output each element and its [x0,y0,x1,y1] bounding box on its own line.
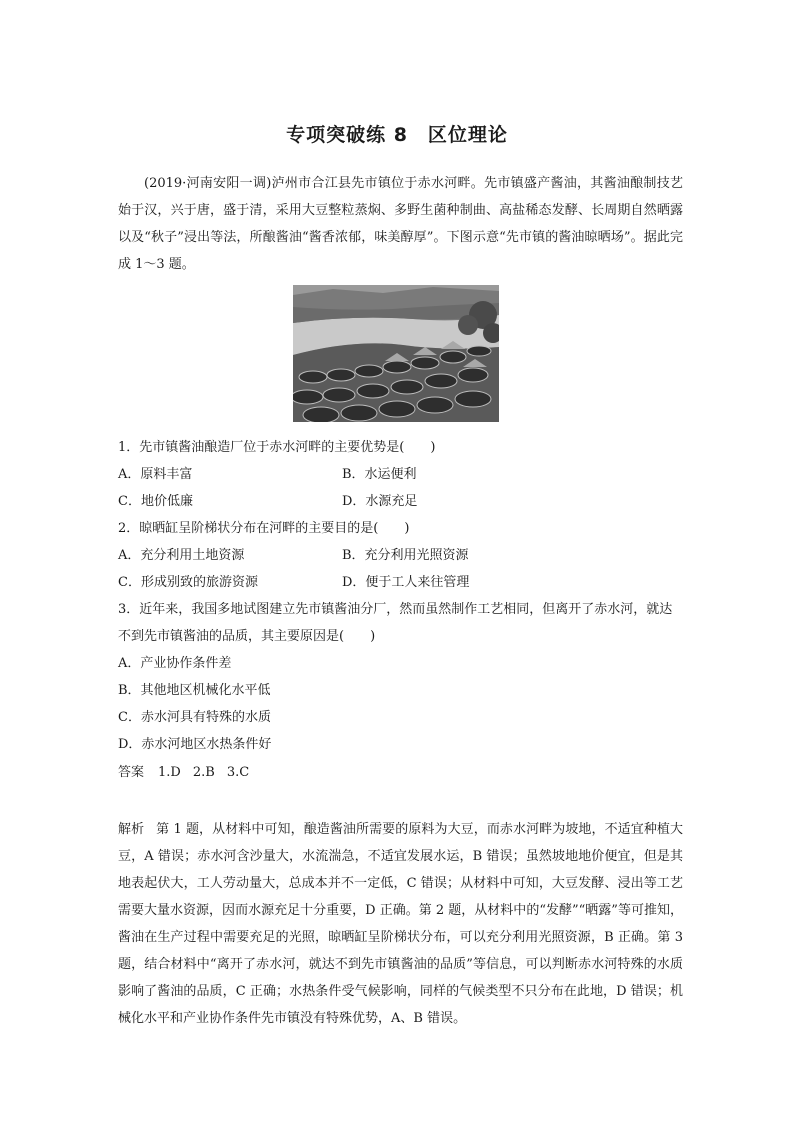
q3-option-d: D．赤水河地区水热条件好 [118,737,272,752]
q2-option-d: D．便于工人来往管理 [342,575,470,590]
question-3-stem: 3．近年来，我国多地试图建立先市镇酱油分厂，然而虽然制作工艺相同，但离开了赤水河，就达不到先市镇酱油的品质，其主要原因是( ) [118,602,673,644]
q3-option-b: B．其他地区机械化水平低 [118,683,271,698]
q1-option-d: D．水源充足 [342,494,418,509]
explanation-text: 第 1 题，从材料中可知，酿造酱油所需要的原料为大豆，而赤水河畔为坡地，不适宜种植大豆，A 错误；赤水河含沙量大，水流湍急，不适宜发展水运，B 错误；虽然坡地地价便宜，但是其地表起伏大，工人劳动量大，总成本并不一定低，C 错误；从材料中可知，大豆发酵、浸出等工艺需要大量水资源，因而水源充足十分重要，D 正确。第 2 题，从材料中的“发酵”“晒露”等可推知，酱油在生产过程中需要充足的光照，晾晒缸呈阶梯状分布，可以充分利用光照资源，B 正确。第 3 题，结合材料中“离开了赤水河，就达不到先市镇酱油的品质”等信息，可以判断赤水河特殊的水质影响了酱油的品质，C 正确；水热条件受气候影响，同样的气候类型不只分布在此地，D 错误；机械化水平和产业协作条件先市镇没有特殊优势，A、B 错误。 [118,822,683,1026]
q3-option-c: C．赤水河具有特殊的水质 [118,710,271,725]
q2-option-c: C．形成别致的旅游资源 [118,575,258,590]
q1-option-a: A．原料丰富 [118,467,193,482]
photo-illustration [293,285,499,422]
q3-option-a: A．产业协作条件差 [118,656,232,671]
question-2-options [118,542,683,596]
answer-item: 1.D [158,765,181,780]
q1-option-c: C．地价低廉 [118,494,193,509]
explanation-paragraph [118,816,683,1032]
question-3-options [118,650,683,758]
page-title: 专项突破练 8 区位理论 [286,124,508,146]
intro-paragraph: (2019·河南安阳一调)泸州市合江县先市镇位于赤水河畔。先市镇盛产酱油，其酱油酿制技艺始于汉，兴于唐，盛于清，采用大豆整粒蒸焖、多野生菌种制曲、高盐稀态发酵、长周期自然晒露以及“秋子”浸出等法，所酿酱油“酱香浓郁，味美醇厚”。下图示意“先市镇的酱油晾晒场”。据此完成 1～3 题。 [118,176,683,272]
question-1-stem: 1．先市镇酱油酿造厂位于赤水河畔的主要优势是( ) [118,440,436,455]
answer-item: 2.B [192,765,215,780]
question-2-stem: 2．晾晒缸呈阶梯状分布在河畔的主要目的是( ) [118,521,410,536]
answer-label: 答案 [118,765,145,780]
answer-item: 3.C [226,765,250,780]
answer-line [118,759,683,786]
q2-option-a: A．充分利用土地资源 [118,548,245,563]
soy-sauce-drying-field-photo [293,285,499,422]
q1-option-b: B．水运便利 [342,467,417,482]
question-1-options [118,461,683,515]
q2-option-b: B．充分利用光照资源 [342,548,469,563]
explanation-label: 解析 [118,822,145,837]
